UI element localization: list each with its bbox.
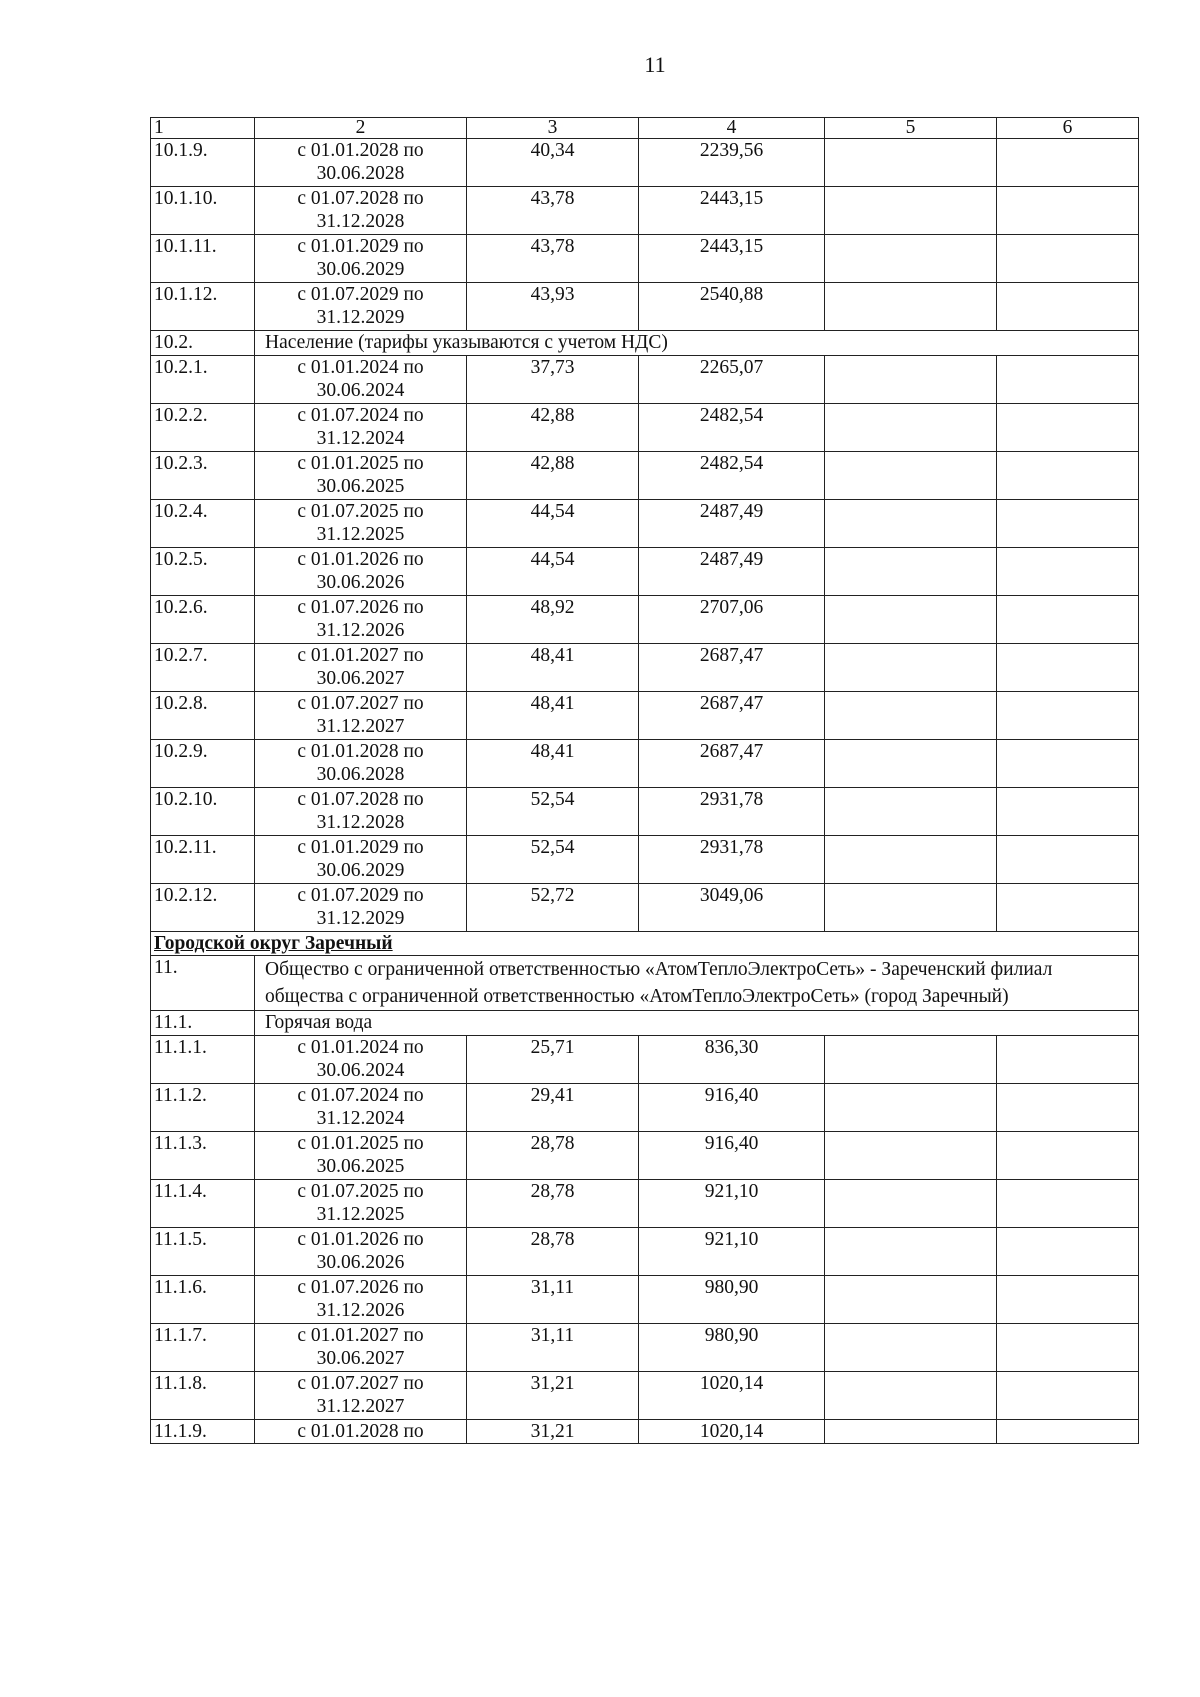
period-cell xyxy=(255,139,467,187)
row-number: 10.2.10. xyxy=(151,788,255,836)
row-number: 10.1.9. xyxy=(151,139,255,187)
tariff-row xyxy=(151,1180,1139,1228)
empty-col5 xyxy=(825,1036,997,1084)
period-to: 30.06.2027 xyxy=(316,668,405,689)
empty-col5 xyxy=(825,1132,997,1180)
period-to: 30.06.2029 xyxy=(316,259,405,280)
tariff-row-partial xyxy=(151,1420,1139,1444)
period-to: 30.06.2026 xyxy=(316,572,405,593)
period-from: с 01.07.2024 по xyxy=(297,405,424,426)
empty-col6 xyxy=(997,139,1139,187)
value-col3: 31,11 xyxy=(467,1276,639,1324)
tariff-row xyxy=(151,283,1139,331)
value-col3: 42,88 xyxy=(467,452,639,500)
value-col3: 40,34 xyxy=(467,139,639,187)
row-number: 11.1.1. xyxy=(151,1036,255,1084)
period-from: с 01.01.2028 по xyxy=(255,1420,467,1444)
empty-col5 xyxy=(825,548,997,596)
row-number: 11.1.9. xyxy=(151,1420,255,1444)
empty-col5 xyxy=(825,1276,997,1324)
row-number: 11.1.7. xyxy=(151,1324,255,1372)
section-row-10-2 xyxy=(151,331,1139,356)
row-number: 10.2.3. xyxy=(151,452,255,500)
period-from: с 01.07.2029 по xyxy=(297,284,424,305)
value-col4: 2687,47 xyxy=(639,740,825,788)
column-header: 2 xyxy=(255,118,467,139)
value-col4: 3049,06 xyxy=(639,884,825,932)
page-number: 11 xyxy=(644,52,666,77)
period-cell xyxy=(255,1228,467,1276)
period-to: 30.06.2025 xyxy=(316,1156,405,1177)
value-col4: 2443,15 xyxy=(639,235,825,283)
empty-col5 xyxy=(825,187,997,235)
empty-col6 xyxy=(997,187,1139,235)
value-col3: 48,41 xyxy=(467,692,639,740)
period-from: с 01.07.2025 по xyxy=(297,501,424,522)
value-col3: 52,72 xyxy=(467,884,639,932)
tariff-row xyxy=(151,356,1139,404)
period-from: с 01.01.2028 по xyxy=(297,741,424,762)
row-number: 10.1.10. xyxy=(151,187,255,235)
empty-col5 xyxy=(825,452,997,500)
value-col4: 2687,47 xyxy=(639,644,825,692)
empty-col6 xyxy=(997,1036,1139,1084)
column-header: 3 xyxy=(467,118,639,139)
tariff-row xyxy=(151,187,1139,235)
period-to: 31.12.2029 xyxy=(316,307,405,328)
row-number: 10.2.11. xyxy=(151,836,255,884)
empty-col5 xyxy=(825,235,997,283)
period-from: с 01.01.2025 по xyxy=(297,453,424,474)
empty-col5 xyxy=(825,356,997,404)
row-number: 10.2.4. xyxy=(151,500,255,548)
tariff-row xyxy=(151,1036,1139,1084)
value-col4: 1020,14 xyxy=(639,1420,825,1444)
value-col3: 31,11 xyxy=(467,1324,639,1372)
period-from: с 01.07.2028 по xyxy=(297,188,424,209)
row-number: 10.2.1. xyxy=(151,356,255,404)
row-number: 10.1.12. xyxy=(151,283,255,331)
row-number: 11.1.6. xyxy=(151,1276,255,1324)
row-number: 10.2.6. xyxy=(151,596,255,644)
value-col3: 25,71 xyxy=(467,1036,639,1084)
value-col4: 916,40 xyxy=(639,1132,825,1180)
period-from: с 01.07.2028 по xyxy=(297,789,424,810)
period-from: с 01.07.2026 по xyxy=(297,1277,424,1298)
tariff-row xyxy=(151,884,1139,932)
empty-col6 xyxy=(997,283,1139,331)
value-col4: 836,30 xyxy=(639,1036,825,1084)
value-col4: 2239,56 xyxy=(639,139,825,187)
tariff-row xyxy=(151,404,1139,452)
column-header: 6 xyxy=(997,118,1139,139)
period-cell xyxy=(255,500,467,548)
empty-col6 xyxy=(997,1132,1139,1180)
empty-col6 xyxy=(997,692,1139,740)
section-label: Общество с ограниченной ответственностью «АтомТеплоЭлектроСеть» - Зареченский филиал общества с ограниченной ответственностью «АтомТеплоЭлектроСеть» (город Заречный) xyxy=(255,956,1139,1011)
period-to: 30.06.2026 xyxy=(316,1252,405,1273)
section-row-11-1 xyxy=(151,1011,1139,1036)
period-cell xyxy=(255,788,467,836)
tariff-row xyxy=(151,1084,1139,1132)
empty-col6 xyxy=(997,1276,1139,1324)
value-col4: 2487,49 xyxy=(639,548,825,596)
value-col3: 31,21 xyxy=(467,1372,639,1420)
row-number: 11.1.2. xyxy=(151,1084,255,1132)
period-to: 31.12.2027 xyxy=(316,1396,405,1417)
period-to: 30.06.2028 xyxy=(316,764,405,785)
period-to: 30.06.2027 xyxy=(316,1348,405,1369)
row-number: 10.2.5. xyxy=(151,548,255,596)
value-col3: 44,54 xyxy=(467,500,639,548)
period-from: с 01.07.2024 по xyxy=(297,1085,424,1106)
value-col3: 52,54 xyxy=(467,788,639,836)
value-col3: 43,93 xyxy=(467,283,639,331)
period-cell xyxy=(255,836,467,884)
period-from: с 01.07.2027 по xyxy=(297,1373,424,1394)
empty-col5 xyxy=(825,1228,997,1276)
empty-col6 xyxy=(997,500,1139,548)
empty-col5 xyxy=(825,283,997,331)
tariff-row xyxy=(151,1228,1139,1276)
section-label: Население (тарифы указываются с учетом НДС) xyxy=(255,331,1139,356)
period-to: 31.12.2028 xyxy=(316,211,405,232)
row-number: 11.1.8. xyxy=(151,1372,255,1420)
tariff-row xyxy=(151,235,1139,283)
value-col3: 48,41 xyxy=(467,740,639,788)
period-to: 31.12.2025 xyxy=(316,524,405,545)
tariff-row xyxy=(151,1324,1139,1372)
row-number: 10.2.7. xyxy=(151,644,255,692)
period-from: с 01.07.2025 по xyxy=(297,1181,424,1202)
period-from: с 01.07.2029 по xyxy=(297,885,424,906)
empty-col5 xyxy=(825,596,997,644)
value-col4: 2931,78 xyxy=(639,788,825,836)
empty-col5 xyxy=(825,1084,997,1132)
tariff-row xyxy=(151,548,1139,596)
period-cell xyxy=(255,1276,467,1324)
section-number: 11. xyxy=(151,956,255,1011)
period-cell xyxy=(255,283,467,331)
column-header: 4 xyxy=(639,118,825,139)
value-col4: 2931,78 xyxy=(639,836,825,884)
period-cell xyxy=(255,356,467,404)
value-col4: 1020,14 xyxy=(639,1372,825,1420)
value-col4: 980,90 xyxy=(639,1324,825,1372)
value-col4: 2443,15 xyxy=(639,187,825,235)
period-to: 31.12.2029 xyxy=(316,908,405,929)
period-from: с 01.01.2027 по xyxy=(297,1325,424,1346)
value-col3: 42,88 xyxy=(467,404,639,452)
empty-col6 xyxy=(997,884,1139,932)
value-col4: 2687,47 xyxy=(639,692,825,740)
period-from: с 01.01.2026 по xyxy=(297,1229,424,1250)
empty-col6 xyxy=(997,235,1139,283)
section-label: Горячая вода xyxy=(255,1011,1139,1036)
value-col4: 2265,07 xyxy=(639,356,825,404)
empty-col6 xyxy=(997,1180,1139,1228)
empty-col6 xyxy=(997,644,1139,692)
column-number-row xyxy=(151,118,1139,139)
tariff-row xyxy=(151,1276,1139,1324)
period-to: 30.06.2024 xyxy=(316,380,405,401)
tariff-table xyxy=(150,117,1139,1444)
empty-col6 xyxy=(997,452,1139,500)
period-from: с 01.01.2024 по xyxy=(297,1037,424,1058)
value-col3: 31,21 xyxy=(467,1420,639,1444)
district-title: Городской округ Заречный xyxy=(151,932,1139,956)
empty-col6 xyxy=(997,404,1139,452)
value-col4: 916,40 xyxy=(639,1084,825,1132)
period-cell xyxy=(255,1084,467,1132)
empty-col6 xyxy=(997,1228,1139,1276)
district-row xyxy=(151,932,1139,956)
period-from: с 01.01.2024 по xyxy=(297,357,424,378)
row-number: 10.2.8. xyxy=(151,692,255,740)
empty-col6 xyxy=(997,356,1139,404)
row-number: 11.1.3. xyxy=(151,1132,255,1180)
tariff-row xyxy=(151,692,1139,740)
value-col3: 48,41 xyxy=(467,644,639,692)
row-number: 11.1.5. xyxy=(151,1228,255,1276)
period-to: 31.12.2026 xyxy=(316,620,405,641)
section-number: 10.2. xyxy=(151,331,255,356)
row-number: 10.2.9. xyxy=(151,740,255,788)
period-cell xyxy=(255,1036,467,1084)
period-cell xyxy=(255,235,467,283)
period-to: 30.06.2025 xyxy=(316,476,405,497)
tariff-row xyxy=(151,500,1139,548)
period-cell xyxy=(255,1324,467,1372)
empty-col5 xyxy=(825,836,997,884)
value-col3: 52,54 xyxy=(467,836,639,884)
period-from: с 01.01.2025 по xyxy=(297,1133,424,1154)
empty-col5 xyxy=(825,692,997,740)
row-number: 10.2.12. xyxy=(151,884,255,932)
period-cell xyxy=(255,548,467,596)
column-header: 1 xyxy=(151,118,255,139)
period-cell xyxy=(255,644,467,692)
empty-col6 xyxy=(997,836,1139,884)
value-col4: 921,10 xyxy=(639,1228,825,1276)
empty-col6 xyxy=(997,596,1139,644)
value-col3: 28,78 xyxy=(467,1180,639,1228)
empty-col5 xyxy=(825,884,997,932)
tariff-row xyxy=(151,596,1139,644)
period-from: с 01.01.2026 по xyxy=(297,549,424,570)
tariff-row xyxy=(151,139,1139,187)
empty-col5 xyxy=(825,1324,997,1372)
value-col4: 2487,49 xyxy=(639,500,825,548)
period-to: 31.12.2026 xyxy=(316,1300,405,1321)
empty-col5 xyxy=(825,1372,997,1420)
period-to: 30.06.2028 xyxy=(316,163,405,184)
column-header: 5 xyxy=(825,118,997,139)
row-number: 10.1.11. xyxy=(151,235,255,283)
empty-col6 xyxy=(997,1324,1139,1372)
tariff-row xyxy=(151,788,1139,836)
tariff-row xyxy=(151,1372,1139,1420)
empty-col6 xyxy=(997,788,1139,836)
period-to: 30.06.2029 xyxy=(316,860,405,881)
tariff-row xyxy=(151,452,1139,500)
period-from: с 01.01.2027 по xyxy=(297,645,424,666)
empty-col5 xyxy=(825,644,997,692)
row-number: 10.2.2. xyxy=(151,404,255,452)
empty-col5 xyxy=(825,500,997,548)
empty-col5 xyxy=(825,404,997,452)
period-cell xyxy=(255,740,467,788)
tariff-row xyxy=(151,836,1139,884)
empty-col5 xyxy=(825,788,997,836)
value-col3: 28,78 xyxy=(467,1132,639,1180)
period-to: 30.06.2024 xyxy=(316,1060,405,1081)
tariff-row xyxy=(151,740,1139,788)
period-cell xyxy=(255,884,467,932)
period-from: с 01.07.2027 по xyxy=(297,693,424,714)
period-from: с 01.07.2026 по xyxy=(297,597,424,618)
empty-col6 xyxy=(997,1420,1139,1444)
value-col4: 921,10 xyxy=(639,1180,825,1228)
value-col4: 2482,54 xyxy=(639,404,825,452)
period-cell xyxy=(255,187,467,235)
value-col3: 37,73 xyxy=(467,356,639,404)
tariff-row xyxy=(151,1132,1139,1180)
empty-col5 xyxy=(825,740,997,788)
period-to: 31.12.2028 xyxy=(316,812,405,833)
value-col4: 2482,54 xyxy=(639,452,825,500)
value-col3: 44,54 xyxy=(467,548,639,596)
tariff-row xyxy=(151,644,1139,692)
period-to: 31.12.2024 xyxy=(316,428,405,449)
value-col3: 43,78 xyxy=(467,235,639,283)
period-from: с 01.01.2028 по xyxy=(297,140,424,161)
period-cell xyxy=(255,404,467,452)
empty-col6 xyxy=(997,740,1139,788)
period-cell xyxy=(255,596,467,644)
period-to: 31.12.2025 xyxy=(316,1204,405,1225)
value-col3: 29,41 xyxy=(467,1084,639,1132)
value-col3: 48,92 xyxy=(467,596,639,644)
period-from: с 01.01.2029 по xyxy=(297,837,424,858)
empty-col5 xyxy=(825,1420,997,1444)
period-cell xyxy=(255,452,467,500)
empty-col6 xyxy=(997,1372,1139,1420)
period-to: 31.12.2027 xyxy=(316,716,405,737)
row-number: 11.1.4. xyxy=(151,1180,255,1228)
empty-col6 xyxy=(997,548,1139,596)
period-cell xyxy=(255,1132,467,1180)
value-col4: 2707,06 xyxy=(639,596,825,644)
value-col4: 980,90 xyxy=(639,1276,825,1324)
value-col3: 28,78 xyxy=(467,1228,639,1276)
period-cell xyxy=(255,1372,467,1420)
period-from: с 01.01.2029 по xyxy=(297,236,424,257)
empty-col5 xyxy=(825,139,997,187)
value-col4: 2540,88 xyxy=(639,283,825,331)
organization-row xyxy=(151,956,1139,1011)
period-cell xyxy=(255,692,467,740)
period-cell xyxy=(255,1180,467,1228)
period-to: 31.12.2024 xyxy=(316,1108,405,1129)
section-number: 11.1. xyxy=(151,1011,255,1036)
empty-col6 xyxy=(997,1084,1139,1132)
empty-col5 xyxy=(825,1180,997,1228)
value-col3: 43,78 xyxy=(467,187,639,235)
